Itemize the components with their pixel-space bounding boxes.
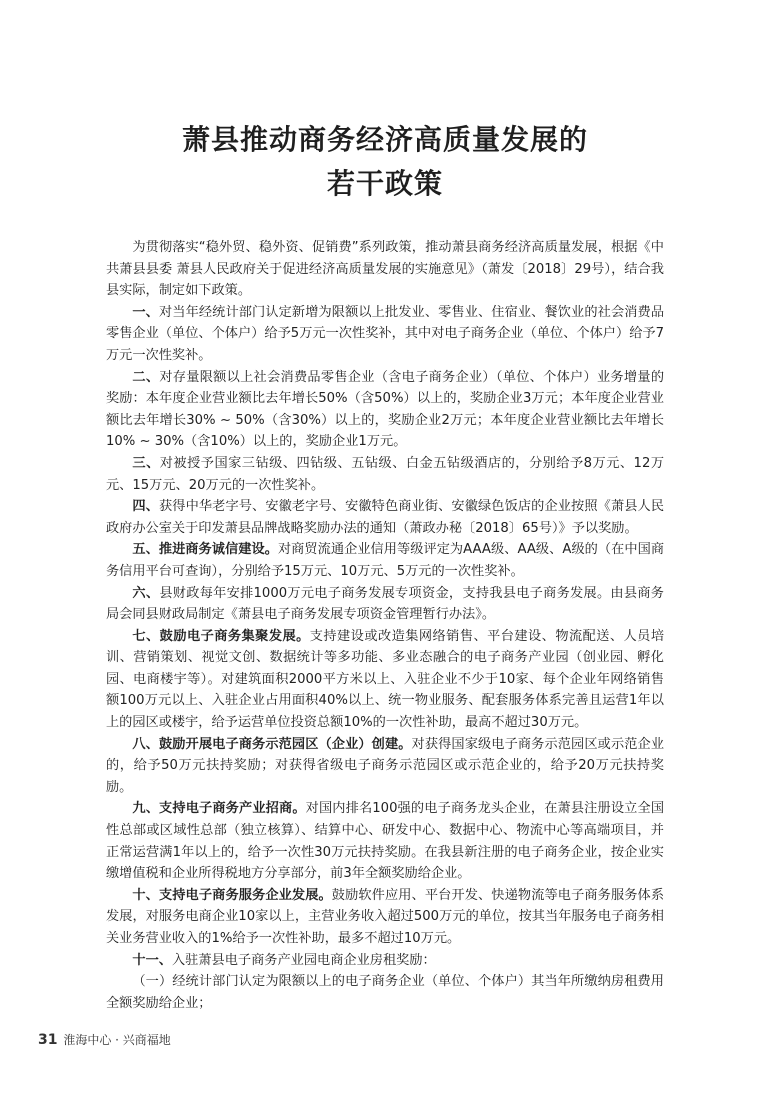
document-body bbox=[106, 237, 664, 1014]
document-title bbox=[0, 118, 770, 206]
policy-text: 对被授予国家三钻级、四钻级、五钻级、白金五钻级酒店的，分别给予8万元、12万元、15万元、20万元的一次性奖补。 bbox=[106, 455, 665, 493]
title-line-1: 萧县推动商务经济高质量发展的 bbox=[181, 123, 588, 156]
policy-heading: 五、推进商务诚信建设。 bbox=[132, 542, 278, 558]
policy-text: 支持建设或改造集网络销售、平台建设、物流配送、人员培训、营销策划、视觉文创、数据统计等多功能、多业态融合的电子商务产业园（创业园、孵化园、电商楼宇等）。对建筑面积2000平方米以上、入驻企业不少于10家、每个企业年网络销售额100万元以上、入驻企业占用面积40%以上、统一物业服务、配套服务体系完善且运营1年以上的园区或楼宇，给予运营单位投资总额10%的一次性补助，最高不超过30万元。 bbox=[106, 628, 665, 731]
policy-text: 入驻萧县电子商务产业园电商企业房租奖励： bbox=[171, 952, 436, 968]
policy-heading: 六、 bbox=[132, 585, 160, 601]
policy-heading: 九、支持电子商务产业招商。 bbox=[132, 801, 306, 817]
policy-text: 对获得国家级电子商务示范园区或示范企业的，给予50万元扶持奖励；对获得省级电子商务示范园区或示范企业的，给予20万元扶持奖励。 bbox=[106, 736, 665, 795]
policy-heading: 十一、 bbox=[132, 952, 172, 968]
policy-paragraph bbox=[106, 367, 664, 453]
running-title: 淮海中心 · 兴商福地 bbox=[63, 1033, 171, 1047]
policy-heading: 一、 bbox=[132, 304, 159, 320]
policy-text: （一）经统计部门认定为限额以上的电子商务企业（单位、个体户）其当年所缴纳房租费用全额奖励给企业； bbox=[106, 974, 664, 1011]
policy-paragraph bbox=[106, 950, 664, 972]
policy-heading: 三、 bbox=[132, 455, 160, 471]
page-number: 31 bbox=[38, 1032, 58, 1048]
policy-text: 对国内排名100强的电子商务龙头企业，在萧县注册设立全国性总部或区域性总部（独立核算）、结算中心、研发中心、数据中心、物流中心等高端项目，并正常运营满1年以上的，给予一次性30万元扶持奖励。在我县新注册的电子商务企业，按企业实缴增值税和企业所得税地方分享部分，前3年全额奖励给企业。 bbox=[106, 801, 665, 882]
policy-paragraph bbox=[106, 453, 664, 496]
policy-paragraph bbox=[106, 496, 664, 539]
policy-text: 获得中华老字号、安徽老字号、安徽特色商业街、安徽绿色饭店的企业按照《萧县人民政府办公室关于印发萧县品牌战略奖励办法的通知（萧政办秘〔2018〕65号）》予以奖励。 bbox=[106, 499, 665, 536]
policy-text: 鼓励软件应用、平台开发、快递物流等电子商务服务体系发展，对服务电商企业10家以上，主营业务收入超过500万元的单位，按其当年服务电子商务相关业务营业收入的1%给予一次性补助，最多不超过10万元。 bbox=[106, 887, 665, 946]
policy-paragraph bbox=[106, 626, 664, 734]
policy-heading: 四、 bbox=[132, 499, 159, 515]
policy-paragraph bbox=[106, 302, 664, 367]
policy-list bbox=[106, 302, 664, 1015]
policy-paragraph bbox=[106, 798, 664, 884]
policy-text: 对当年经统计部门认定新增为限额以上批发业、零售业、住宿业、餐饮业的社会消费品零售企业（单位、个体户）给予5万元一次性奖补，其中对电子商务企业（单位、个体户）给予7万元一次性奖补。 bbox=[106, 304, 665, 363]
policy-paragraph bbox=[106, 734, 664, 799]
policy-text: 对商贸流通企业信用等级评定为AAA级、AA级、A级的（在中国商务信用平台可查询），分别给予15万元、10万元、5万元的一次性奖补。 bbox=[106, 542, 665, 579]
policy-heading: 七、鼓励电子商务集聚发展。 bbox=[132, 628, 310, 644]
policy-text: 对存量限额以上社会消费品零售企业（含电子商务企业）（单位、个体户）业务增量的奖励：本年度企业营业额比去年增长50%（含50%）以上的，奖励企业3万元；本年度企业营业额比去年增长30% ~ 50%（含30%）以上的，奖励企业2万元；本年度企业营业额比去年增长10% ~ 30%（含10%）以上的，奖励企业1万元。 bbox=[106, 369, 665, 450]
policy-heading: 十、支持电子商务服务企业发展。 bbox=[132, 887, 332, 903]
policy-heading: 八、鼓励开展电子商务示范园区（企业）创建。 bbox=[132, 736, 412, 752]
policy-heading: 二、 bbox=[132, 369, 160, 385]
page-footer bbox=[38, 1031, 171, 1048]
policy-paragraph bbox=[106, 539, 664, 582]
policy-paragraph bbox=[106, 885, 664, 950]
policy-paragraph bbox=[106, 971, 664, 1014]
title-line-2: 若干政策 bbox=[326, 167, 443, 200]
intro-paragraph: 为贯彻落实“稳外贸、稳外资、促销费”系列政策，推动萧县商务经济高质量发展，根据《中共萧县县委 萧县人民政府关于促进经济高质量发展的实施意见》（萧发〔2018〕29号），结合我县实际，制定如下政策。 bbox=[106, 240, 664, 299]
policy-text: 县财政每年安排1000万元电子商务发展专项资金，支持我县电子商务发展。由县商务局会同县财政局制定《萧县电子商务发展专项资金管理暂行办法》。 bbox=[106, 585, 664, 623]
policy-paragraph bbox=[106, 583, 664, 626]
